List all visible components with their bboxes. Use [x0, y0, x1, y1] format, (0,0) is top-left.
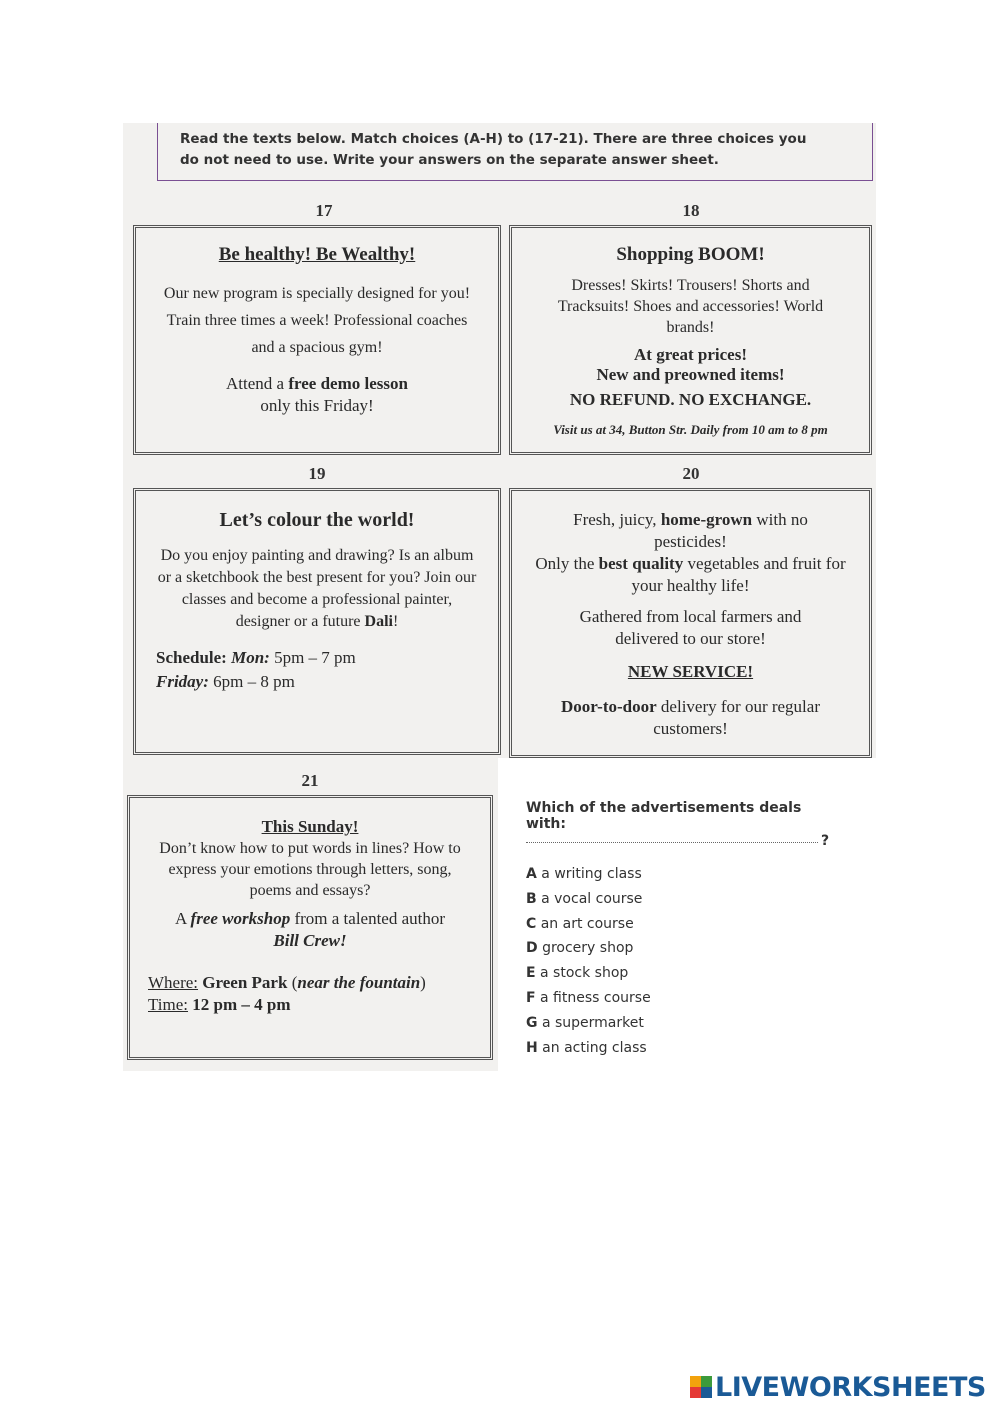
ad-18-body: Dresses! Skirts! Trousers! Shorts and Tracksuits! Shoes and accessories! World brands! [557, 277, 824, 336]
option-text: an art course [536, 915, 634, 932]
ad-21-author: Bill Crew! [273, 931, 347, 950]
option-text: a supermarket [537, 1014, 644, 1031]
ad-19-fri-time: 6pm – 8 pm [208, 672, 295, 691]
ad-17-attend-bold: free demo lesson [288, 374, 408, 393]
option-item[interactable] [526, 912, 651, 937]
ad-19-schedule-fri [156, 671, 498, 693]
option-letter: C [526, 915, 537, 932]
question-panel [526, 800, 846, 1056]
ad-21-free-pre: A [174, 909, 191, 928]
logo-text: LIVEWORKSHEETS [715, 1371, 986, 1403]
ad-19-schedule-mon [156, 647, 498, 669]
ad-21-free-post: from a talented author [290, 909, 446, 928]
option-text: a vocal course [536, 890, 643, 907]
option-text: an acting class [537, 1039, 647, 1056]
ad-19-body [154, 545, 480, 633]
option-letter: B [526, 890, 537, 907]
ad-20-line2-bold: best quality [598, 554, 684, 573]
ad-21-body: Don’t know how to put words in lines? How to express your emotions through letters, song, poems and essays? [159, 840, 461, 899]
ad-number-19: 19 [308, 464, 326, 483]
liveworksheets-logo-icon [690, 1376, 712, 1398]
ad-19-body-text: Do you enjoy painting and drawing? Is an album or a sketchbook the best present for you? Join our classes and become a professional painter, designer or a future [157, 547, 477, 630]
ad-17-attend [136, 373, 498, 395]
ad-19 [133, 488, 501, 755]
ad-21-time-label: Time: [148, 995, 189, 1014]
ad-20-gathered: Gathered from local farmers and delivered to our store! [579, 607, 802, 648]
ad-19-schedule-label: Schedule: [156, 648, 232, 667]
ad-21-where [148, 972, 490, 994]
option-text: grocery shop [537, 940, 634, 957]
ad-20 [509, 488, 872, 758]
option-item[interactable] [526, 961, 651, 986]
ad-19-mon-time: 5pm – 7 pm [269, 648, 356, 667]
ad-20-delivery-bold: Door-to-door [560, 697, 657, 716]
ad-21-free-bold: free workshop [190, 909, 291, 928]
option-text: a fitness course [535, 989, 651, 1006]
ad-20-line2-post: vegetables and fruit for your healthy life! [631, 554, 846, 595]
liveworksheets-logo [690, 1372, 986, 1402]
ad-20-line1-bold: home-grown [660, 510, 753, 529]
ad-21-time [148, 994, 490, 1016]
ad-17-body: Our new program is specially designed for you! Train three times a week! Professional coaches and a spacious gym! [163, 285, 471, 356]
option-item[interactable] [526, 862, 651, 887]
option-item[interactable] [526, 887, 651, 912]
option-item[interactable] [526, 986, 651, 1011]
ad-17-attend-pre: Attend a [226, 374, 289, 393]
ad-21-paren-close: ) [420, 973, 426, 992]
ad-18-items: New and preowned items! [596, 365, 785, 384]
instructions-text: Read the texts below. Match choices (A-H) to (17-21). There are three choices you do not need to use. Write your answers on the separate answer sheet. [180, 131, 807, 168]
option-item[interactable] [526, 1011, 651, 1036]
ad-18 [509, 225, 872, 455]
ad-21-where-label: Where: [148, 973, 199, 992]
ad-20-delivery [542, 696, 839, 740]
option-letter: F [526, 989, 536, 1006]
option-letter: A [526, 866, 537, 882]
ad-21-time-value: 12 pm – 4 pm [188, 995, 291, 1014]
answer-line[interactable] [526, 842, 818, 843]
ad-20-line1-pre: Fresh, juicy, [573, 510, 661, 529]
ad-19-fri-label: Friday: [156, 672, 209, 691]
option-text: a stock shop [535, 965, 629, 982]
question-title: Which of the advertisements deals with: [526, 800, 802, 832]
ad-20-line2 [526, 553, 855, 597]
ad-20-delivery-post: delivery for our regular customers! [653, 697, 820, 738]
ad-18-refund: NO REFUND. NO EXCHANGE. [569, 390, 812, 409]
option-text: a writing class [536, 866, 642, 882]
ad-21-title: This Sunday! [261, 817, 359, 836]
ad-19-title: Let’s colour the world! [219, 509, 415, 531]
ad-20-new-service: NEW SERVICE! [627, 662, 754, 681]
question-mark: ? [821, 833, 830, 849]
ad-19-mon-label: Mon: [231, 648, 270, 667]
option-letter: E [526, 965, 536, 982]
option-item[interactable] [526, 1036, 651, 1061]
options-list [526, 862, 651, 1060]
ad-17 [133, 225, 501, 455]
ad-number-18: 18 [682, 201, 700, 220]
instructions-box [157, 123, 873, 181]
ad-18-title: Shopping BOOM! [616, 244, 765, 265]
option-letter: G [526, 1014, 538, 1031]
option-letter: D [526, 940, 538, 957]
ad-21-workshop [130, 908, 490, 930]
ad-20-line2-pre: Only the [535, 554, 599, 573]
ad-21 [127, 795, 493, 1060]
ad-18-prices: At great prices! [634, 345, 747, 364]
option-letter: H [526, 1039, 538, 1056]
ad-18-visit: Visit us at 34, Button Str. Daily from 10 am to 8 pm [553, 422, 828, 437]
ad-19-body-end: ! [392, 613, 399, 630]
ad-number-20: 20 [682, 464, 700, 483]
ad-number-21: 21 [301, 771, 319, 790]
ad-21-where-detail: near the fountain [297, 973, 421, 992]
ad-21-paren-open: ( [287, 973, 298, 992]
ad-17-title: Be healthy! Be Wealthy! [218, 244, 416, 265]
ad-17-attend-post: only this Friday! [260, 396, 374, 415]
ad-20-line1-post: with no pesticides! [654, 510, 808, 551]
ad-number-17: 17 [315, 201, 333, 220]
ad-19-body-bold: Dali [364, 613, 393, 630]
ad-21-where-place: Green Park [198, 973, 288, 992]
ad-20-line1 [538, 509, 843, 553]
option-item[interactable] [526, 936, 651, 961]
